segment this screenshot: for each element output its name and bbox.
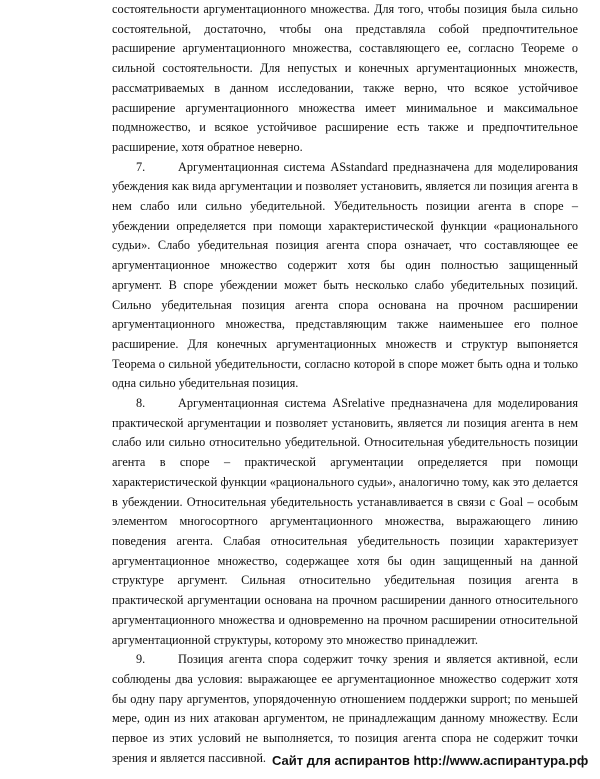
paragraph-number: 7. (136, 159, 146, 174)
paragraph-text: Позиция агента спора содержит точку зрения и является активной, если соблюдены два условия: выражающее ее аргументационное множество содержит хотя бы одну пару аргументов, упорядоченную отношением поддержки support; по меньшей мере, один из них атакован аргументом, не принадлежащим данному множеству. Если первое из этих условий не выполняется, то позиция агента спора не содержит точки зрения и является пассивной. (112, 652, 578, 765)
paragraph-number: 9. (136, 652, 146, 667)
paragraph-7 (112, 158, 578, 394)
paragraph-continuation (112, 0, 578, 158)
paragraph-8 (112, 394, 578, 650)
paragraph-text: Аргументационная система ASstandard предназначена для моделирования убеждения как вида аргументации и позволяет установить, является ли позиция агента в нем слабо или сильно убедительной. Убедительность позиции агента в споре – убеждении определяется при помощи характеристической функции «рационального судьи». Слабо убедительная позиция агента спора означает, что составляющее ее аргументационное множество содержит хотя бы один полностью защищенный аргумент. В споре убеждении может быть несколько слабо убедительных позиций. Сильно убедительная позиция агента спора основана на прочном расширении аргументационного множества, представляющим также наименьшее его полное расширение. Для конечных аргументационных множеств и структур выпоняется Теорема о сильной убедительности, согласно которой в споре может быть одна и только одна сильно убедительная позиция. (112, 159, 578, 391)
paragraph-text: Аргументационная система ASrelative предназначена для моделирования практической аргументации и позволяет установить, является ли позиция агента в нем слабо или сильно относительно убедительной. Относительная убедительность позиции агента в споре – практической аргументации определяется при помощи характеристической функции «рационального судьи», аналогично тому, как это делается в убеждении. Относительная убедительность устанавливается в связи с Goal – особым элементом многосортного аргументационного множества, выражающего линию поведения агента. Слабая относительная убедительность позиции характеризует аргументационное множество, содержащее хотя бы один защищенный на данной структуре аргумент. Сильная относительно убедительная позиция агента в практической аргументации основана на прочном расширении данного относительного аргументационного множества и одновременно на прочном расширении относительной аргументационной структуры, которому это множество принадлежит. (112, 396, 578, 647)
paragraph-9 (112, 650, 578, 768)
paragraph-text: состоятельности аргументационного множества. Для того, чтобы позиция была сильно состоятельной, достаточно, чтобы она представляла собой предпочтительное расширение аргументационного множества, составляющего ее, согласно Теореме о сильной состоятельности. Для непустых и конечных аргументационных множеств, рассматриваемых в данном исследовании, также верно, что всякое устойчивое расширение аргументационного множества имеет минимальное и максимальное подмножество, и всякое устойчивое расширение есть также и предпочтительное расширение, хотя обратное неверно. (112, 2, 578, 154)
paragraph-number: 8. (136, 396, 146, 411)
site-footer-link[interactable]: Сайт для аспирантов http://www.аспирантура.рф (272, 753, 589, 768)
